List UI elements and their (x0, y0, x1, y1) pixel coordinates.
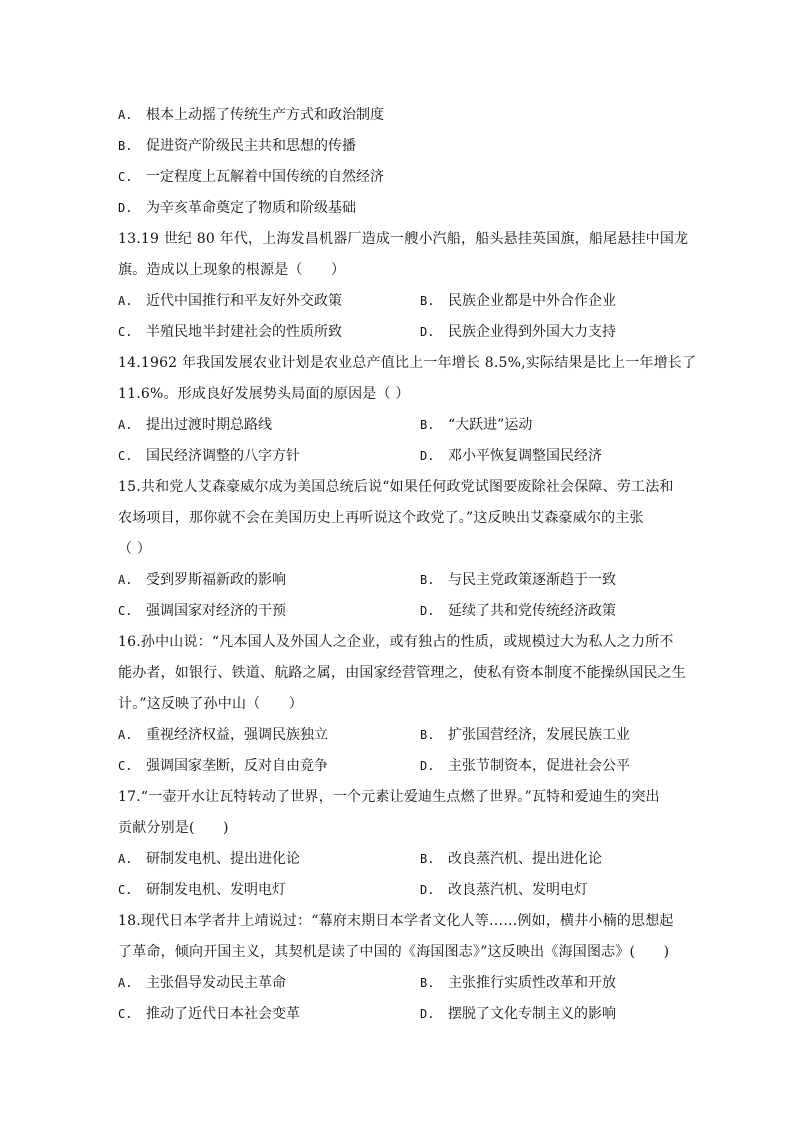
stem-line: 13.19 世纪 80 年代，上海发昌机器厂造成一艘小汽船，船头悬挂英国旗，船尾悬挂中国龙 (118, 231, 689, 247)
option-d (420, 875, 678, 906)
option-row (118, 441, 678, 472)
option-letter: D. (420, 449, 435, 463)
option-letter: D. (118, 201, 133, 215)
question-18-stem (118, 906, 678, 968)
option-d (118, 193, 678, 224)
option-letter: B. (420, 418, 435, 432)
option-row (118, 162, 678, 193)
option-text: 延续了共和党传统经济政策 (448, 603, 616, 619)
option-text: 国民经济调整的八字方针 (146, 448, 300, 464)
option-c (118, 441, 420, 472)
option-d (420, 999, 678, 1030)
option-letter: C. (118, 170, 133, 184)
option-row (118, 131, 678, 162)
option-text: 强调国家对经济的干预 (146, 603, 286, 619)
option-c (118, 999, 420, 1030)
option-letter: B. (420, 852, 435, 866)
stem-line: 16.孙中山说：“凡本国人及外国人之企业，或有独占的性质，或规模过大为私人之力所不 (118, 634, 674, 650)
option-text: “大跃进”运动 (448, 417, 533, 433)
option-text: 与民主党政策逐渐趋于一致 (448, 572, 616, 588)
option-text: 促进资产阶级民主共和思想的传播 (146, 138, 356, 154)
option-b (420, 720, 678, 751)
option-text: 主张倡导发动民主革命 (146, 975, 286, 991)
question-17-stem (118, 782, 678, 844)
stem-line: 农场项目，那你就不会在美国历史上再听说这个政党了。”这反映出艾森豪威尔的主张 (118, 510, 644, 526)
option-letter: B. (118, 139, 133, 153)
option-letter: C. (118, 325, 133, 339)
option-letter: D. (420, 1007, 435, 1021)
option-row (118, 968, 678, 999)
option-text: 摆脱了文化专制主义的影响 (448, 1006, 616, 1022)
option-c (118, 596, 420, 627)
option-text: 半殖民地半封建社会的性质所致 (146, 324, 342, 340)
option-row (118, 751, 678, 782)
option-letter: D. (420, 759, 435, 773)
stem-line: 能办者，如银行、铁道、航路之属，由国家经营管理之，使私有资本制度不能操纵国民之生 (118, 665, 686, 681)
option-letter: B. (420, 573, 435, 587)
option-a (118, 286, 420, 317)
option-letter: B. (420, 728, 435, 742)
option-row (118, 596, 678, 627)
option-letter: C. (118, 604, 133, 618)
option-d (420, 751, 678, 782)
option-text: 一定程度上瓦解着中国传统的自然经济 (146, 169, 384, 185)
option-b (420, 968, 678, 999)
stem-line: 计。”这反映了孙中山（ ） (118, 696, 303, 712)
option-text: 改良蒸汽机、发明电灯 (448, 882, 588, 898)
option-letter: A. (118, 728, 133, 742)
option-d (420, 317, 678, 348)
question-16-stem (118, 627, 686, 720)
option-text: 主张节制资本，促进社会公平 (448, 758, 630, 774)
option-text: 提出过渡时期总路线 (146, 417, 272, 433)
option-letter: A. (118, 852, 133, 866)
option-letter: D. (420, 883, 435, 897)
option-c (118, 162, 678, 193)
option-letter: C. (118, 1007, 133, 1021)
option-row (118, 100, 678, 131)
option-a (118, 410, 420, 441)
option-letter: B. (420, 976, 435, 990)
option-letter: D. (420, 325, 435, 339)
option-row (118, 410, 678, 441)
option-text: 民族企业都是中外合作企业 (448, 293, 616, 309)
option-d (420, 441, 678, 472)
option-row (118, 844, 678, 875)
option-row (118, 875, 678, 906)
option-a (118, 720, 420, 751)
option-letter: A. (118, 108, 133, 122)
question-14-stem (118, 348, 697, 410)
option-text: 邓小平恢复调整国民经济 (448, 448, 602, 464)
option-b (420, 286, 678, 317)
option-c (118, 875, 420, 906)
option-c (118, 751, 420, 782)
option-text: 根本上动摇了传统生产方式和政治制度 (146, 107, 384, 123)
stem-line: （ ） (118, 541, 152, 557)
option-row (118, 999, 678, 1030)
option-row (118, 193, 678, 224)
option-row (118, 720, 678, 751)
option-text: 民族企业得到外国大力支持 (448, 324, 616, 340)
stem-line: 旗。造成以上现象的根源是（ ） (118, 262, 346, 278)
stem-line: 15.共和党人艾森豪威尔成为美国总统后说“如果任何政党试图要废除社会保障、劳工法和 (118, 479, 674, 495)
option-b (420, 410, 678, 441)
option-letter: A. (118, 976, 133, 990)
stem-line: 14.1962 年我国发展农业计划是农业总产值比上一年增长 8.5%,实际结果是比上一年增长了 (118, 355, 697, 371)
option-row (118, 317, 678, 348)
option-text: 重视经济权益，强调民族独立 (146, 727, 328, 743)
option-text: 主张推行实质性改革和开放 (448, 975, 616, 991)
option-text: 研制发电机、发明电灯 (146, 882, 286, 898)
option-letter: C. (118, 883, 133, 897)
option-text: 受到罗斯福新政的影响 (146, 572, 286, 588)
option-d (420, 596, 678, 627)
option-b (420, 565, 678, 596)
stem-line: 贡献分别是( ) (118, 820, 229, 836)
option-text: 近代中国推行和平友好外交政策 (146, 293, 342, 309)
option-text: 扩张国营经济，发展民族工业 (448, 727, 630, 743)
option-a (118, 100, 678, 131)
option-letter: A. (118, 418, 133, 432)
stem-line: 17.“一壶开水让瓦特转动了世界，一个元素让爱迪生点燃了世界。”瓦特和爱迪生的突出 (118, 789, 660, 805)
option-letter: A. (118, 294, 133, 308)
option-b (118, 131, 678, 162)
option-letter: C. (118, 449, 133, 463)
option-a (118, 844, 420, 875)
option-letter: B. (420, 294, 435, 308)
stem-line: 11.6%。形成良好发展势头局面的原因是（ ） (118, 386, 410, 402)
option-c (118, 317, 420, 348)
stem-line: 18.现代日本学者井上靖说过：“幕府末期日本学者文化人等……例如，横井小楠的思想起 (118, 913, 674, 929)
option-row (118, 565, 678, 596)
option-a (118, 565, 420, 596)
question-list (118, 100, 697, 1030)
option-letter: C. (118, 759, 133, 773)
option-text: 改良蒸汽机、提出进化论 (448, 851, 602, 867)
option-b (420, 844, 678, 875)
question-13-stem (118, 224, 689, 286)
option-letter: D. (420, 604, 435, 618)
option-text: 研制发电机、提出进化论 (146, 851, 300, 867)
option-a (118, 968, 420, 999)
stem-line: 了革命，倾向开国主义，其契机是读了中国的《海国图志》”这反映出《海国图志》( ) (118, 944, 670, 960)
option-text: 为辛亥革命奠定了物质和阶级基础 (146, 200, 356, 216)
option-text: 强调国家垄断，反对自由竞争 (146, 758, 328, 774)
question-15-stem (118, 472, 678, 565)
option-letter: A. (118, 573, 133, 587)
option-text: 推动了近代日本社会变革 (146, 1006, 300, 1022)
option-row (118, 286, 678, 317)
